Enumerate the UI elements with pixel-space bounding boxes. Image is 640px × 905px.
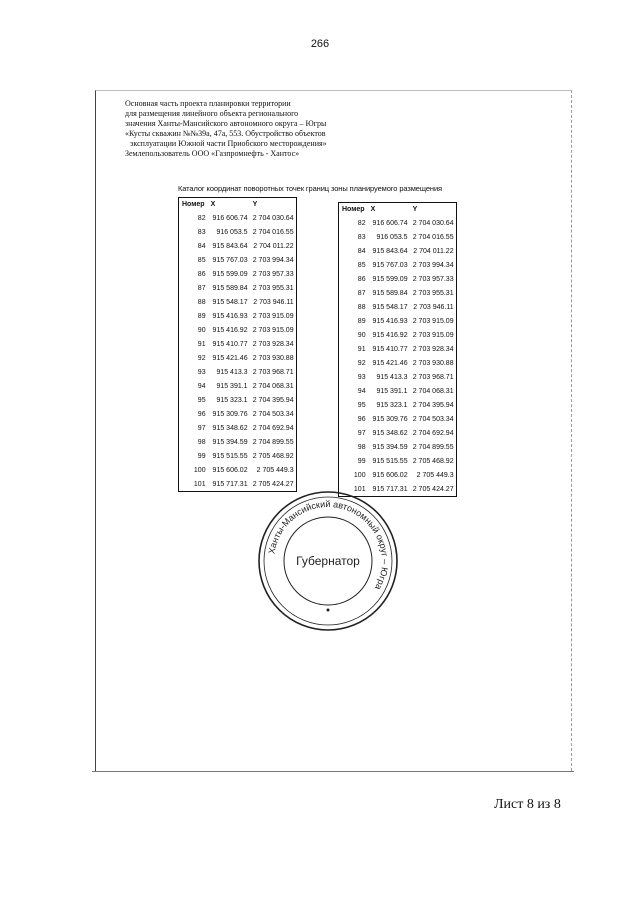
y-coordinate-cell: 2 704 503.34 — [412, 415, 454, 423]
y-coordinate-cell: 2 704 011.22 — [253, 242, 294, 250]
y-coordinate-cell: 2 704 503.34 — [252, 410, 294, 418]
y-coordinate-cell: 2 703 946.11 — [413, 303, 454, 311]
x-coordinate-cell: 915 416.93 — [212, 312, 248, 320]
row-number-cell: 100 — [353, 471, 366, 479]
table-row — [179, 365, 297, 379]
row-number-cell: 84 — [197, 242, 206, 250]
y-coordinate-cell: 2 705 468.92 — [412, 457, 454, 465]
y-coordinate-cell: 2 705 424.27 — [252, 480, 294, 488]
table-row — [179, 351, 297, 365]
x-coordinate-cell: 915 548.17 — [372, 303, 408, 311]
row-number-cell: 97 — [357, 429, 366, 437]
table-row — [179, 337, 297, 351]
y-coordinate-cell: 2 703 928.34 — [252, 340, 294, 348]
column-header-number: Номер — [342, 206, 365, 213]
y-coordinate-cell: 2 703 968.71 — [412, 373, 454, 381]
table-row — [339, 272, 457, 286]
y-coordinate-cell: 2 703 955.31 — [412, 289, 454, 297]
table-row — [339, 230, 457, 244]
coordinates-table-right — [338, 202, 457, 497]
header-line: «Кусты скважин №№39а, 47а, 553. Обустройство объектов — [125, 129, 326, 138]
x-coordinate-cell: 915 515.55 — [372, 457, 408, 465]
y-coordinate-cell: 2 704 068.31 — [252, 382, 294, 390]
y-coordinate-cell: 2 705 449.3 — [416, 471, 454, 479]
row-number-cell: 85 — [357, 261, 366, 269]
row-number-cell: 99 — [197, 452, 206, 460]
row-number-cell: 86 — [357, 275, 366, 283]
row-number-cell: 98 — [197, 438, 206, 446]
sheet-label: Лист 8 из 8 — [494, 797, 561, 812]
table-row — [339, 258, 457, 272]
row-number-cell: 87 — [197, 284, 206, 292]
table-row — [179, 309, 297, 323]
table-row — [339, 286, 457, 300]
x-coordinate-cell: 915 391.1 — [376, 387, 408, 395]
table-row — [339, 426, 457, 440]
table-row — [179, 379, 297, 393]
y-coordinate-cell: 2 703 994.34 — [252, 256, 294, 264]
y-coordinate-cell: 2 704 030.64 — [252, 214, 294, 222]
x-coordinate-cell: 915 348.62 — [372, 429, 408, 437]
y-coordinate-cell: 2 703 957.33 — [412, 275, 454, 283]
header-line: Землепользователь ООО «Газпромнефть - Хантос» — [125, 149, 300, 158]
table-row — [339, 398, 457, 412]
row-number-cell: 99 — [357, 457, 366, 465]
row-number-cell: 93 — [357, 373, 366, 381]
table-row — [339, 342, 457, 356]
x-coordinate-cell: 915 589.84 — [212, 284, 248, 292]
y-coordinate-cell: 2 705 449.3 — [256, 466, 294, 474]
y-coordinate-cell: 2 704 011.22 — [413, 247, 454, 255]
table-row — [179, 295, 297, 309]
table-row — [179, 407, 297, 421]
table-row — [339, 328, 457, 342]
column-header-y: Y — [412, 206, 418, 213]
row-number-cell: 83 — [357, 233, 366, 241]
row-number-cell: 82 — [197, 214, 206, 222]
header-line: эксплуатации Южной части Приобского месторождения» — [130, 139, 327, 148]
row-number-cell: 94 — [357, 387, 366, 395]
x-coordinate-cell: 915 309.76 — [212, 410, 248, 418]
table-row — [179, 463, 297, 477]
x-coordinate-cell: 915 717.31 — [372, 485, 408, 493]
x-coordinate-cell: 915 323.1 — [216, 396, 248, 404]
y-coordinate-cell: 2 703 915.09 — [252, 326, 294, 334]
y-coordinate-cell: 2 704 016.55 — [412, 233, 454, 241]
x-coordinate-cell: 915 391.1 — [216, 382, 248, 390]
x-coordinate-cell: 916 606.74 — [212, 214, 248, 222]
header-line: значения Ханты-Мансийского автономного округа – Югры — [125, 119, 327, 128]
row-number-cell: 87 — [357, 289, 366, 297]
y-coordinate-cell: 2 703 930.88 — [252, 354, 294, 362]
x-coordinate-cell: 915 606.02 — [372, 471, 408, 479]
y-coordinate-cell: 2 704 016.55 — [252, 228, 294, 236]
row-number-cell: 98 — [357, 443, 366, 451]
x-coordinate-cell: 915 394.59 — [212, 438, 248, 446]
row-number-cell: 94 — [197, 382, 206, 390]
row-number-cell: 96 — [357, 415, 366, 423]
table-row — [339, 454, 457, 468]
x-coordinate-cell: 915 413.3 — [216, 368, 248, 376]
x-coordinate-cell: 915 548.17 — [212, 298, 248, 306]
row-number-cell: 89 — [357, 317, 366, 325]
y-coordinate-cell: 2 704 395.94 — [252, 396, 294, 404]
table-row — [339, 370, 457, 384]
table-row — [179, 435, 297, 449]
column-header-x: X — [210, 201, 216, 208]
table-row — [339, 300, 457, 314]
table-row — [339, 216, 457, 230]
y-coordinate-cell: 2 705 468.92 — [252, 452, 294, 460]
page-number: 266 — [310, 38, 330, 50]
table-row — [179, 393, 297, 407]
y-coordinate-cell: 2 703 915.09 — [252, 312, 294, 320]
x-coordinate-cell: 915 767.03 — [212, 256, 248, 264]
row-number-cell: 101 — [193, 480, 206, 488]
y-coordinate-cell: 2 703 946.11 — [253, 298, 294, 306]
y-coordinate-cell: 2 705 424.27 — [412, 485, 454, 493]
table-row — [179, 449, 297, 463]
table-header-row — [339, 203, 457, 217]
column-header-x: X — [370, 206, 376, 213]
y-coordinate-cell: 2 703 994.34 — [412, 261, 454, 269]
x-coordinate-cell: 915 410.77 — [372, 345, 408, 353]
row-number-cell: 91 — [197, 340, 206, 348]
seal-dot — [327, 609, 330, 612]
x-coordinate-cell: 915 416.93 — [372, 317, 408, 325]
y-coordinate-cell: 2 704 692.94 — [252, 424, 294, 432]
x-coordinate-cell: 915 599.09 — [372, 275, 408, 283]
document-header — [125, 99, 425, 159]
table-row — [339, 356, 457, 370]
table-row — [339, 412, 457, 426]
row-number-cell: 92 — [197, 354, 206, 362]
row-number-cell: 89 — [197, 312, 206, 320]
row-number-cell: 90 — [357, 331, 366, 339]
official-seal-stamp — [257, 490, 399, 632]
x-coordinate-cell: 915 348.62 — [212, 424, 248, 432]
table-row — [179, 253, 297, 267]
x-coordinate-cell: 915 309.76 — [372, 415, 408, 423]
y-coordinate-cell: 2 704 395.94 — [412, 401, 454, 409]
row-number-cell: 91 — [357, 345, 366, 353]
row-number-cell: 96 — [197, 410, 206, 418]
x-coordinate-cell: 915 599.09 — [212, 270, 248, 278]
y-coordinate-cell: 2 704 899.55 — [412, 443, 454, 451]
y-coordinate-cell: 2 703 955.31 — [252, 284, 294, 292]
x-coordinate-cell: 915 323.1 — [376, 401, 408, 409]
row-number-cell: 86 — [197, 270, 206, 278]
table-row — [339, 244, 457, 258]
y-coordinate-cell: 2 703 968.71 — [252, 368, 294, 376]
x-coordinate-cell: 915 843.64 — [212, 242, 248, 250]
row-number-cell: 92 — [357, 359, 366, 367]
row-number-cell: 85 — [197, 256, 206, 264]
seal-center-text: Губернатор — [296, 554, 360, 568]
row-number-cell: 88 — [197, 298, 206, 306]
x-coordinate-cell: 915 416.92 — [212, 326, 248, 334]
y-coordinate-cell: 2 704 030.64 — [412, 219, 454, 227]
y-coordinate-cell: 2 704 899.55 — [252, 438, 294, 446]
x-coordinate-cell: 915 413.3 — [376, 373, 408, 381]
row-number-cell: 101 — [353, 485, 366, 493]
column-header-number: Номер — [182, 201, 205, 208]
column-header-y: Y — [252, 201, 258, 208]
table-row — [179, 211, 297, 225]
y-coordinate-cell: 2 703 928.34 — [412, 345, 454, 353]
row-number-cell: 84 — [357, 247, 366, 255]
table-row — [339, 468, 457, 482]
row-number-cell: 95 — [357, 401, 366, 409]
row-number-cell: 93 — [197, 368, 206, 376]
y-coordinate-cell: 2 703 915.09 — [412, 331, 454, 339]
y-coordinate-cell: 2 704 068.31 — [412, 387, 454, 395]
table-row — [179, 239, 297, 253]
table-header-row — [179, 198, 297, 212]
coordinates-table-left — [178, 197, 297, 492]
y-coordinate-cell: 2 703 957.33 — [252, 270, 294, 278]
seal-ring-text: Ханты-Мансийский автономный округ – Югра — [266, 498, 391, 592]
header-line: Основная часть проекта планировки территории — [125, 99, 291, 108]
x-coordinate-cell: 915 410.77 — [212, 340, 248, 348]
x-coordinate-cell: 915 843.64 — [372, 247, 408, 255]
catalog-title: Каталог координат поворотных точек границ зоны планируемого размещения — [178, 184, 442, 193]
x-coordinate-cell: 915 589.84 — [372, 289, 408, 297]
x-coordinate-cell: 915 394.59 — [372, 443, 408, 451]
x-coordinate-cell: 915 606.02 — [212, 466, 248, 474]
table-row — [339, 384, 457, 398]
row-number-cell: 90 — [197, 326, 206, 334]
y-coordinate-cell: 2 703 915.09 — [412, 317, 454, 325]
row-number-cell: 95 — [197, 396, 206, 404]
table-row — [339, 440, 457, 454]
x-coordinate-cell: 916 053.5 — [376, 233, 408, 241]
x-coordinate-cell: 915 421.46 — [212, 354, 248, 362]
header-line: для размещения линейного объекта регионального — [125, 109, 299, 118]
x-coordinate-cell: 915 416.92 — [372, 331, 408, 339]
frame-bottom-line — [92, 771, 574, 772]
table-row — [179, 281, 297, 295]
table-row — [179, 267, 297, 281]
x-coordinate-cell: 916 606.74 — [372, 219, 408, 227]
table-row — [179, 323, 297, 337]
row-number-cell: 97 — [197, 424, 206, 432]
x-coordinate-cell: 915 717.31 — [212, 480, 248, 488]
x-coordinate-cell: 916 053.5 — [216, 228, 248, 236]
row-number-cell: 83 — [197, 228, 206, 236]
row-number-cell: 82 — [357, 219, 366, 227]
x-coordinate-cell: 915 421.46 — [372, 359, 408, 367]
y-coordinate-cell: 2 704 692.94 — [412, 429, 454, 437]
row-number-cell: 100 — [193, 466, 206, 474]
x-coordinate-cell: 915 767.03 — [372, 261, 408, 269]
table-row — [179, 421, 297, 435]
x-coordinate-cell: 915 515.55 — [212, 452, 248, 460]
table-row — [179, 225, 297, 239]
y-coordinate-cell: 2 703 930.88 — [412, 359, 454, 367]
row-number-cell: 88 — [357, 303, 366, 311]
table-row — [339, 314, 457, 328]
